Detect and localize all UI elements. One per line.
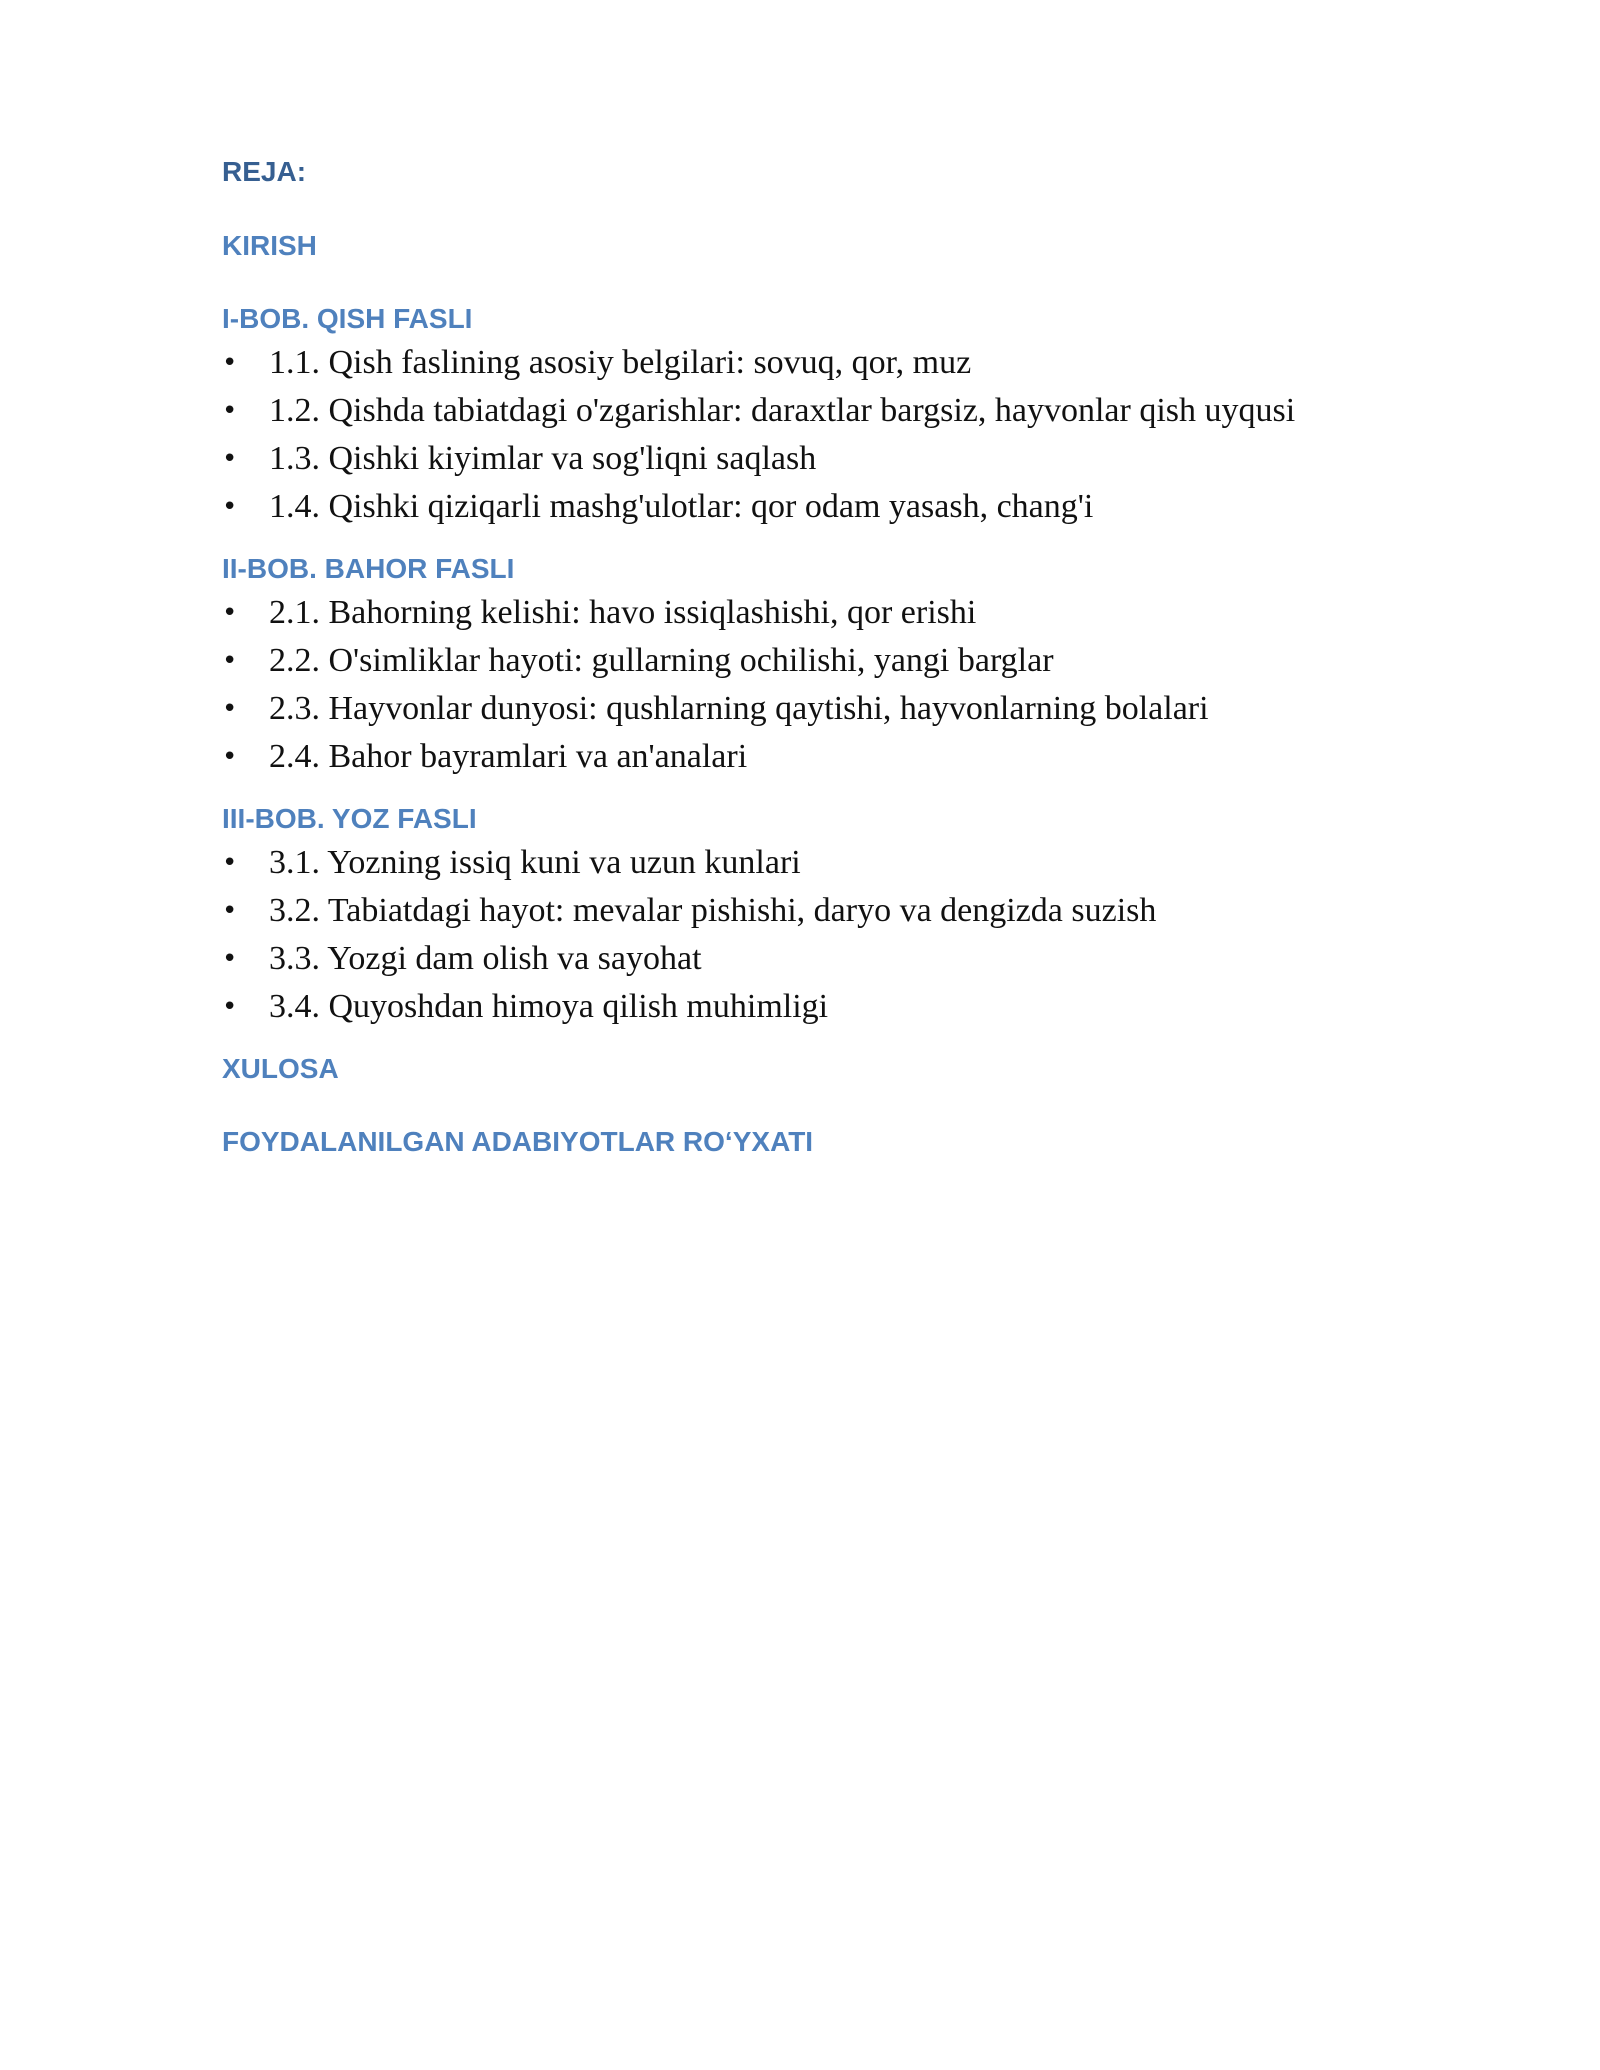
plan-title: REJA: [222, 156, 307, 187]
list-item [222, 685, 1422, 733]
bullet-icon: • [222, 444, 238, 474]
bullet-icon: • [222, 598, 238, 628]
bullet-icon: • [222, 694, 238, 724]
list-item-text: 2.1. Bahorning kelishi: havo issiqlashishi, qor erishi [269, 594, 977, 631]
chapter-title: III-BOB. YOZ FASLI [222, 803, 477, 834]
bullet-icon: • [222, 396, 238, 426]
list-item-text: 3.1. Yozning issiq kuni va uzun kunlari [269, 844, 801, 881]
chapter-items-list [222, 339, 1422, 531]
list-item-text: 2.3. Hayvonlar dunyosi: qushlarning qaytishi, hayvonlarning bolalari [269, 690, 1209, 727]
bullet-icon: • [222, 848, 238, 878]
chapter-title: II-BOB. BAHOR FASLI [222, 553, 515, 584]
list-item [222, 839, 1422, 887]
bullet-icon: • [222, 896, 238, 926]
list-item [222, 733, 1422, 781]
chapter-title: I-BOB. QISH FASLI [222, 303, 473, 334]
list-item [222, 637, 1422, 685]
list-item [222, 983, 1422, 1031]
bullet-icon: • [222, 944, 238, 974]
list-item-text: 3.4. Quyoshdan himoya qilish muhimligi [269, 988, 829, 1025]
list-item [222, 339, 1422, 387]
list-item-text: 3.2. Tabiatdagi hayot: mevalar pishishi, daryo va dengizda suzish [269, 892, 1157, 929]
references-heading: FOYDALANILGAN ADABIYOTLAR RO‘YXATI [222, 1126, 814, 1157]
list-item-text: 1.1. Qish faslining asosiy belgilari: sovuq, qor, muz [269, 344, 972, 381]
chapter-2 [222, 549, 1422, 781]
list-item [222, 387, 1422, 435]
chapter-items-list [222, 839, 1422, 1031]
list-item [222, 935, 1422, 983]
conclusion-heading: XULOSA [222, 1053, 339, 1084]
list-item-text: 2.2. O'simliklar hayoti: gullarning ochilishi, yangi barglar [269, 642, 1054, 679]
list-item [222, 483, 1422, 531]
list-item-text: 3.3. Yozgi dam olish va sayohat [269, 940, 702, 977]
list-item-text: 1.2. Qishda tabiatdagi o'zgarishlar: daraxtlar bargsiz, hayvonlar qish uyqusi [269, 392, 1296, 429]
bullet-icon: • [222, 492, 238, 522]
intro-heading: KIRISH [222, 230, 317, 261]
list-item-text: 2.4. Bahor bayramlari va an'analari [269, 738, 748, 775]
list-item-text: 1.4. Qishki qiziqarli mashg'ulotlar: qor odam yasash, chang'i [269, 488, 1094, 525]
chapter-1 [222, 299, 1422, 531]
bullet-icon: • [222, 742, 238, 772]
list-item [222, 435, 1422, 483]
bullet-icon: • [222, 992, 238, 1022]
plan-content [222, 150, 1422, 1162]
bullet-icon: • [222, 646, 238, 676]
chapter-items-list [222, 589, 1422, 781]
list-item [222, 589, 1422, 637]
chapter-3 [222, 799, 1422, 1031]
list-item-text: 1.3. Qishki kiyimlar va sog'liqni saqlash [269, 440, 817, 477]
list-item [222, 887, 1422, 935]
bullet-icon: • [222, 348, 238, 378]
